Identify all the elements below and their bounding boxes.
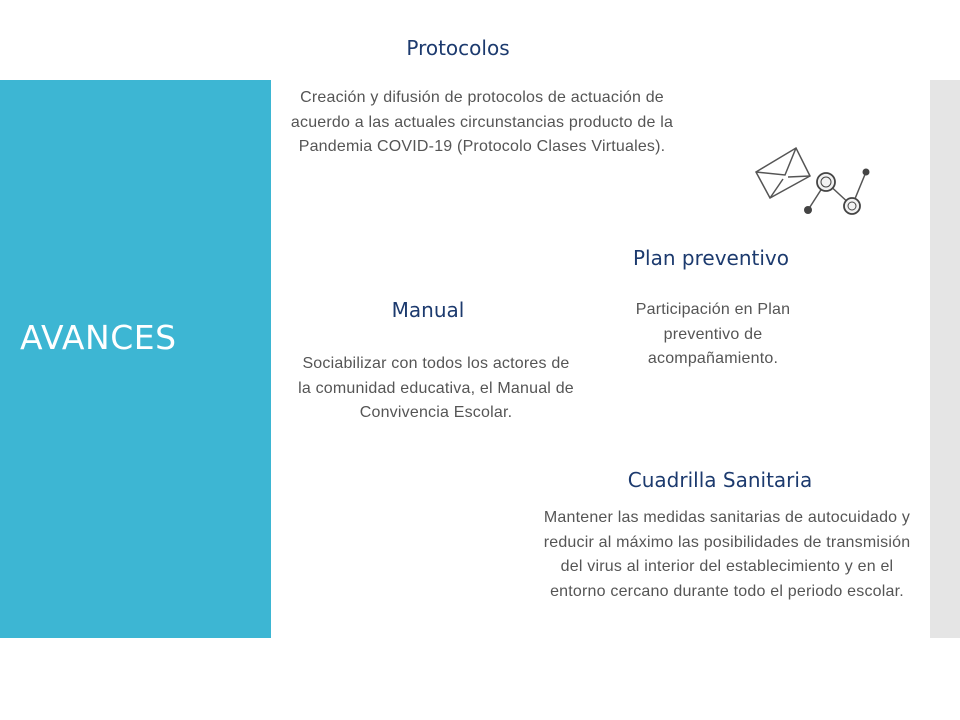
envelope-network-icon <box>752 142 882 222</box>
protocolos-text: Creación y difusión de protocolos de actuación de acuerdo a las actuales circunstancias producto de la Pandemia COVID-19 (Protocolo Clases Virtuales). <box>290 89 674 155</box>
protocolos-heading: Protocolos <box>406 36 510 60</box>
cuadrilla-sanitaria-heading: Cuadrilla Sanitaria <box>627 468 813 492</box>
cuadrilla-sanitaria-text: Mantener las medidas sanitarias de autocuidado y reducir al máximo las posibilidades de transmisión del virus al interior del establecimiento y en el entorno cercano durante todo el periodo escolar. <box>543 509 911 600</box>
plan-preventivo-heading: Plan preventivo <box>633 246 789 270</box>
right-side-strip <box>930 80 960 638</box>
manual-text: Sociabilizar con todos los actores de la comunidad educativa, el Manual de Convivencia Escolar. <box>298 355 574 421</box>
manual-heading: Manual <box>391 298 465 322</box>
plan-preventivo-text: Participación en Plan preventivo de acompañamiento. <box>635 301 791 367</box>
left-accent-panel <box>0 80 271 638</box>
section-title-avances: AVANCES <box>20 318 177 357</box>
